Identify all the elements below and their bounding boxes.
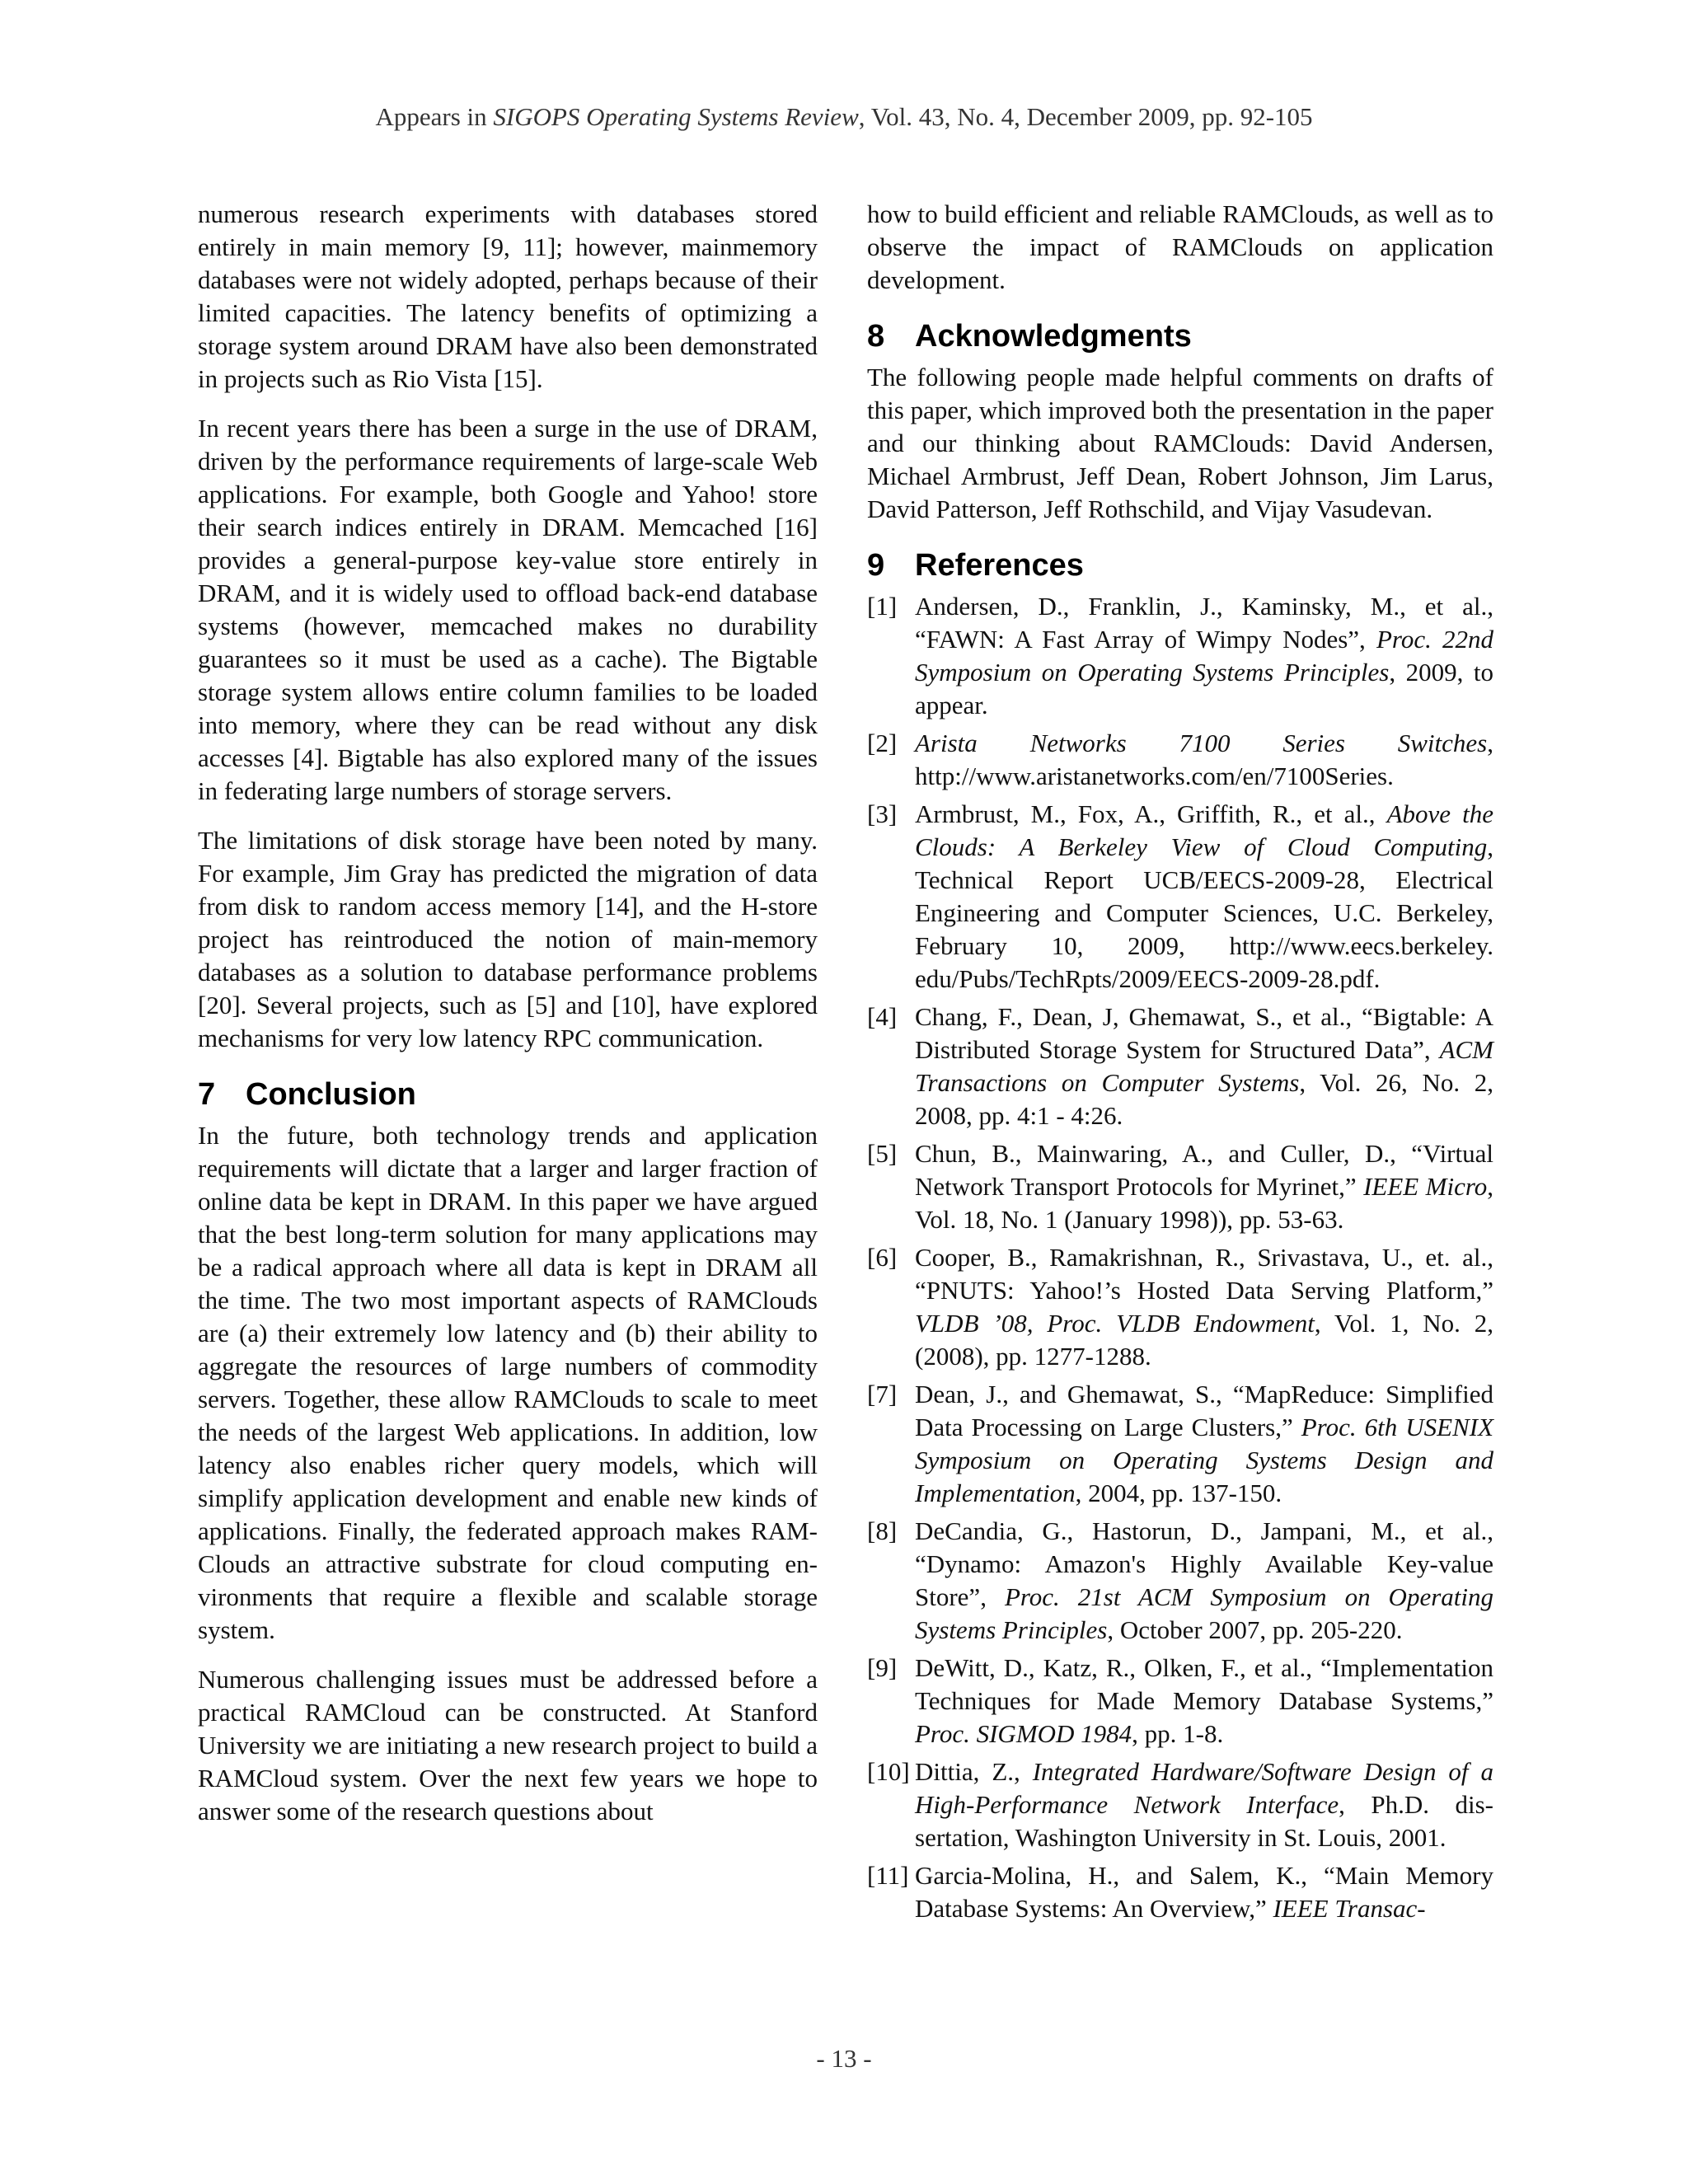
reference-text: Garcia-Molina, H., and Salem, K., “Main Memory Database Systems: An Overview,” — [915, 1861, 1493, 1923]
body-paragraph: Numerous challenging issues must be addressed before a practical RAMCloud can be constructed. At Stanford University we are initiating a new research project to build a RAMCloud system. Over the next few years we hope to answer some of the research questions about — [198, 1665, 818, 1825]
reference-text: , http://www.aristanetworks.com/en/7100Series. — [915, 729, 1493, 790]
reference-text: Chang, F., Dean, J, Ghemawat, S., et al., “Bigtable: A Distributed Storage System for Structured Data”, — [915, 1002, 1493, 1064]
reference-text: , Technical Report UCB/EECS-2009-28, Electrical Engineering and Computer Sciences, U.C. Berkeley, February 10, 2009, http://www.eecs.berkeley.​edu/Pubs/TechRpts/2009/EECS-2009-28.pdf. — [915, 832, 1493, 993]
reference-title: Proc. 6th USENIX Symposium on Operating Systems Design and Implementation — [915, 1413, 1494, 1507]
reference-item — [867, 1859, 1493, 1925]
reference-text: Chun, B., Mainwaring, A., and Culler, D., “Virtual Network Transport Protocols for Myrinet,” — [915, 1139, 1493, 1201]
reference-text: , Ph.D. dissertation, Washington University in St. Louis, 2001. — [915, 1790, 1493, 1852]
body-paragraph: The following people made helpful comments on drafts of this paper, which improved both the presentation in the paper and our thinking about RAMClouds: David Andersen, Michael Armbrust, Jeff Dean, Robert Johnson, Jim Larus, David Patterson, Jeff Rothschild, and Vijay Vasudevan. — [867, 363, 1493, 523]
reference-item — [867, 1378, 1493, 1510]
reference-text: , October 2007, pp. 205-220. — [1107, 1615, 1403, 1644]
section-number: 8 — [867, 319, 885, 354]
reference-label: [1] — [867, 592, 898, 621]
page-number: - 13 - — [816, 2044, 872, 2073]
reference-label: [11] — [867, 1861, 909, 1890]
reference-label: [2] — [867, 729, 898, 757]
section-title: Conclusion — [246, 1077, 416, 1112]
reference-label: [6] — [867, 1243, 898, 1272]
header-suffix: , Vol. 43, No. 4, December 2009, pp. 92-105 — [858, 102, 1313, 131]
reference-text: DeWitt, D., Katz, R., Olken, F., et al., “Implementation Techniques for Made Memory Database Systems,” — [915, 1653, 1493, 1715]
body-paragraph: In recent years there has been a surge in the use of DRAM, driven by the performance requirements of large-scale Web applications. For example, both Google and Yahoo! store their search indices entirely in DRAM. Memcached [16] provides a general-purpose key-value store entirely in DRAM, and it is widely used to offload back-end database systems (however, memcached makes no durability guarantees so it must be used as a cache). The Bigtable storage system allows entire column families to be loaded into memory, where they can be read without any disk accesses [4]. Bigtable has also explored many of the issues in federating large numbers of storage servers. — [198, 414, 818, 805]
section-title: References — [915, 548, 1084, 583]
reference-title: Integrated Hardware/Software Design of a High-Performance Network Interface — [915, 1757, 1493, 1819]
reference-label: [10] — [867, 1757, 910, 1786]
reference-title: Proc. SIGMOD 1984 — [915, 1719, 1132, 1748]
reference-label: [5] — [867, 1139, 898, 1168]
reference-item — [867, 1652, 1493, 1750]
section-title: Acknowledgments — [915, 319, 1192, 354]
header-journal: SIGOPS Operating Systems Review — [493, 102, 859, 131]
section-heading-references — [867, 547, 1493, 583]
reference-text: , Vol. 26, No. 2, 2008, pp. 4:1 - 4:26. — [915, 1068, 1493, 1130]
reference-text: Dittia, Z., — [915, 1757, 1033, 1786]
reference-title: IEEE Transac- — [1273, 1894, 1426, 1923]
reference-item — [867, 590, 1493, 722]
reference-item — [867, 1515, 1493, 1647]
reference-item — [867, 727, 1493, 793]
right-column — [867, 198, 1493, 1930]
reference-label: [9] — [867, 1653, 898, 1682]
body-paragraph: numerous research experiments with databases stored entirely in main memory [9, 11]; however, mainmemory databases were not widely adopted, perhaps because of their limited capacities. The latency benefits of optimizing a storage system around DRAM have also been demonstrated in projects such as Rio Vista [15]. — [198, 199, 818, 393]
reference-text: , Vol. 18, No. 1 (January 1998)), pp. 53-63. — [915, 1172, 1493, 1234]
reference-text: Armbrust, M., Fox, A., Griffith, R., et al., — [915, 799, 1387, 828]
reference-text: Andersen, D., Franklin, J., Kaminsky, M., et al., “FAWN: A Fast Array of Wimpy Nodes”, — [915, 592, 1493, 654]
reference-title: ACM Transactions on Computer Systems — [915, 1035, 1493, 1097]
section-number: 9 — [867, 548, 885, 583]
reference-title: Proc. 21st ACM Symposium on Operating Systems Principles — [915, 1582, 1493, 1644]
reference-title: Arista Networks 7100 Series Switches — [915, 729, 1488, 757]
reference-title: Proc. 22nd Symposium on Operating Systems Principles — [915, 625, 1493, 687]
reference-item — [867, 1755, 1493, 1854]
reference-text: , Vol. 1, No. 2, (2008), pp. 1277-1288. — [915, 1309, 1493, 1371]
reference-list — [867, 590, 1493, 1925]
reference-item — [867, 1241, 1493, 1373]
reference-text: , 2009, to appear. — [915, 658, 1493, 719]
reference-label: [4] — [867, 1002, 898, 1031]
section-number: 7 — [198, 1077, 216, 1112]
body-paragraph: how to build efficient and reliable RAMClouds, as well as to observe the impact of RAMClouds on application development. — [867, 199, 1493, 294]
running-header — [0, 101, 1688, 134]
reference-label: [8] — [867, 1516, 898, 1545]
reference-item — [867, 1001, 1493, 1132]
reference-title: VLDB ’08, Proc. VLDB Endowment — [915, 1309, 1315, 1338]
body-paragraph: In the future, both technology trends and application requirements will dictate that a larger and larger fraction of online data be kept in DRAM. In this paper we have argued that the best long-term solution for many applications may be a radical approach where all data is kept in DRAM all the time. The two most important aspects of RAMClouds are (a) their extremely low latency and (b) their ability to aggregate the resources of large numbers of commodity servers. Together, these allow RAMClouds to scale to meet the needs of the largest Web applications. In addition, low latency also enables richer query models, which will simplify application development and enable new kinds of applications. Finally, the federated approach makes RAMClouds an attractive substrate for cloud computing environments that require a flexible and scalable storage system. — [198, 1121, 818, 1644]
header-prefix: Appears in — [375, 102, 494, 131]
reference-title: Above the Clouds: A Berkeley View of Cloud Computing — [915, 799, 1493, 861]
reference-label: [3] — [867, 799, 898, 828]
reference-label: [7] — [867, 1380, 898, 1408]
reference-text: Dean, J., and Ghemawat, S., “MapReduce: Simplified Data Processing on Large Clusters,” — [915, 1380, 1493, 1441]
section-heading-conclusion — [198, 1076, 818, 1113]
reference-text: Cooper, B., Ramakrishnan, R., Srivastava, U., et. al., “PNUTS: Yahoo!’s Hosted Data Serving Platform,” — [915, 1243, 1493, 1305]
reference-item — [867, 798, 1493, 996]
reference-text: , pp. 1-8. — [1132, 1719, 1224, 1748]
reference-text: DeCandia, G., Hastorun, D., Jampani, M., et al., “Dynamo: Amazon's Highly Available Key-value Store”, — [915, 1516, 1493, 1611]
left-column — [198, 198, 818, 1844]
section-heading-acknowledgments — [867, 318, 1493, 354]
reference-item — [867, 1137, 1493, 1236]
reference-title: IEEE Micro — [1363, 1172, 1488, 1201]
reference-text: , 2004, pp. 137-150. — [1075, 1479, 1282, 1507]
body-paragraph: The limitations of disk storage have been noted by many. For example, Jim Gray has predicted the migration of data from disk to random access memory [14], and the H-store project has reintroduced the notion of main-memory databases as a solution to database performance problems [20]. Several projects, such as [5] and [10], have explored mechanisms for very low latency RPC communication. — [198, 826, 818, 1052]
